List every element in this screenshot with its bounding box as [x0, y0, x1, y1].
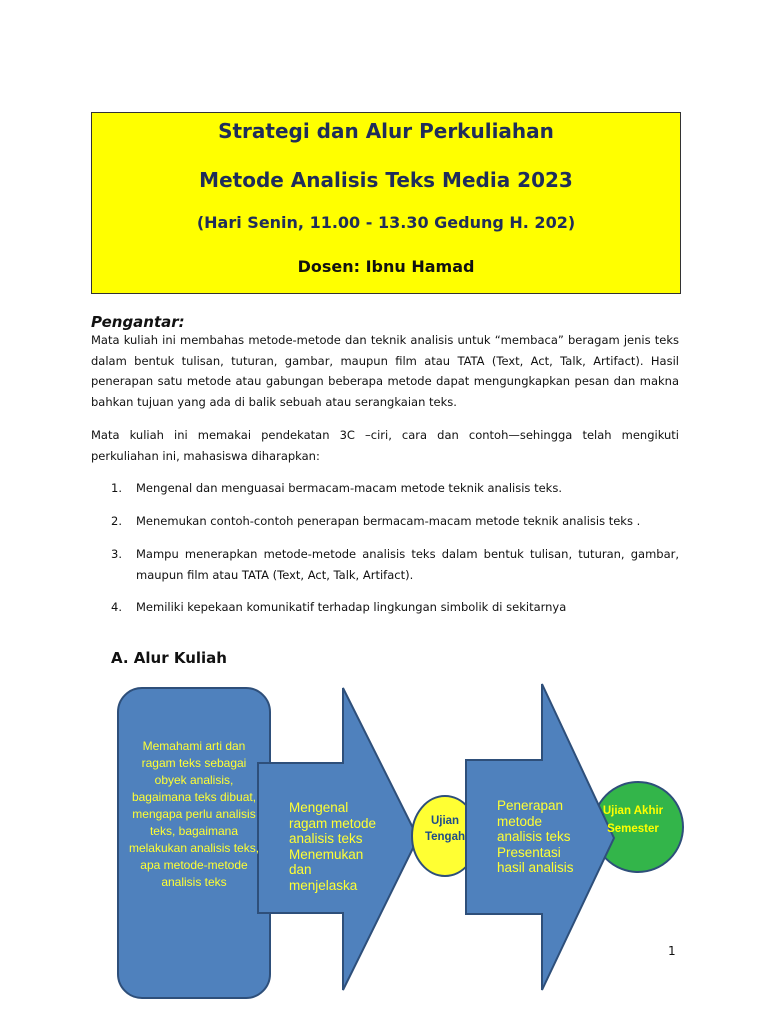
- schedule-text: (Hari Senin, 11.00 - 13.30 Gedung H. 202): [196, 213, 576, 232]
- intro-heading: Pengantar:: [91, 313, 185, 331]
- objective-number: 4.: [111, 600, 122, 614]
- intro-paragraph-2: Mata kuliah ini memakai pendekatan 3C –ciri, cara dan contoh—sehingga telah mengikuti perkuliahan ini, mahasiswa diharapkan:: [91, 428, 679, 463]
- intro-paragraph-1: Mata kuliah ini membahas metode-metode dan teknik analisis untuk “membaca” beragam jenis teks dalam bentuk tulisan, tuturan, gambar, maupun film atau TATA (Text, Act, Talk, Artifact). Hasil penerapan satu metode atau gabungan beberapa metode dapat mengungkapkan pesan dan makna bahkan tujuan yang ada di balik sebuah atau serangkaian teks.: [91, 333, 679, 409]
- course-title: Metode Analisis Teks Media 2023: [199, 168, 573, 192]
- flow-step-2-text: Mengenal ragam metode analisis teks Menemukan dan menjelaska: [289, 800, 377, 893]
- midterm-text: Ujian Tengah: [424, 815, 466, 843]
- objective-text: Menemukan contoh-contoh penerapan bermacam-macam metode teknik analisis teks .: [136, 514, 641, 528]
- final-exam-text: Ujian Akhir Semester: [602, 805, 664, 835]
- flow-step-3-text: Penerapan metode analisis teks Presentasi hasil analisis: [497, 798, 574, 875]
- objective-text: Mampu menerapkan metode-metode analisis teks dalam bentuk tulisan, tuturan, gambar, maupun film atau TATA (Text, Act, Talk, Artifact).: [136, 547, 679, 582]
- objective-number: 2.: [111, 514, 122, 528]
- objective-text: Mengenal dan menguasai bermacam-macam metode teknik analisis teks.: [136, 481, 562, 495]
- objective-number: 3.: [111, 547, 122, 561]
- page-number: 1: [668, 944, 676, 958]
- lecturer-text: Dosen: Ibnu Hamad: [297, 257, 475, 276]
- flow-step-1-text: Memahami arti dan ragam teks sebagai obyek analisis, bagaimana teks dibuat, mengapa perlu analisis teks, bagaimana melakukan analisis teks, apa metode-metode analisis teks: [128, 739, 260, 889]
- section-heading-alur-kuliah: A. Alur Kuliah: [111, 649, 227, 667]
- objective-text: Memiliki kepekaan komunikatif terhadap lingkungan simbolik di sekitarnya: [136, 600, 567, 614]
- objective-number: 1.: [111, 481, 122, 495]
- document-title: Strategi dan Alur Perkuliahan: [218, 119, 554, 143]
